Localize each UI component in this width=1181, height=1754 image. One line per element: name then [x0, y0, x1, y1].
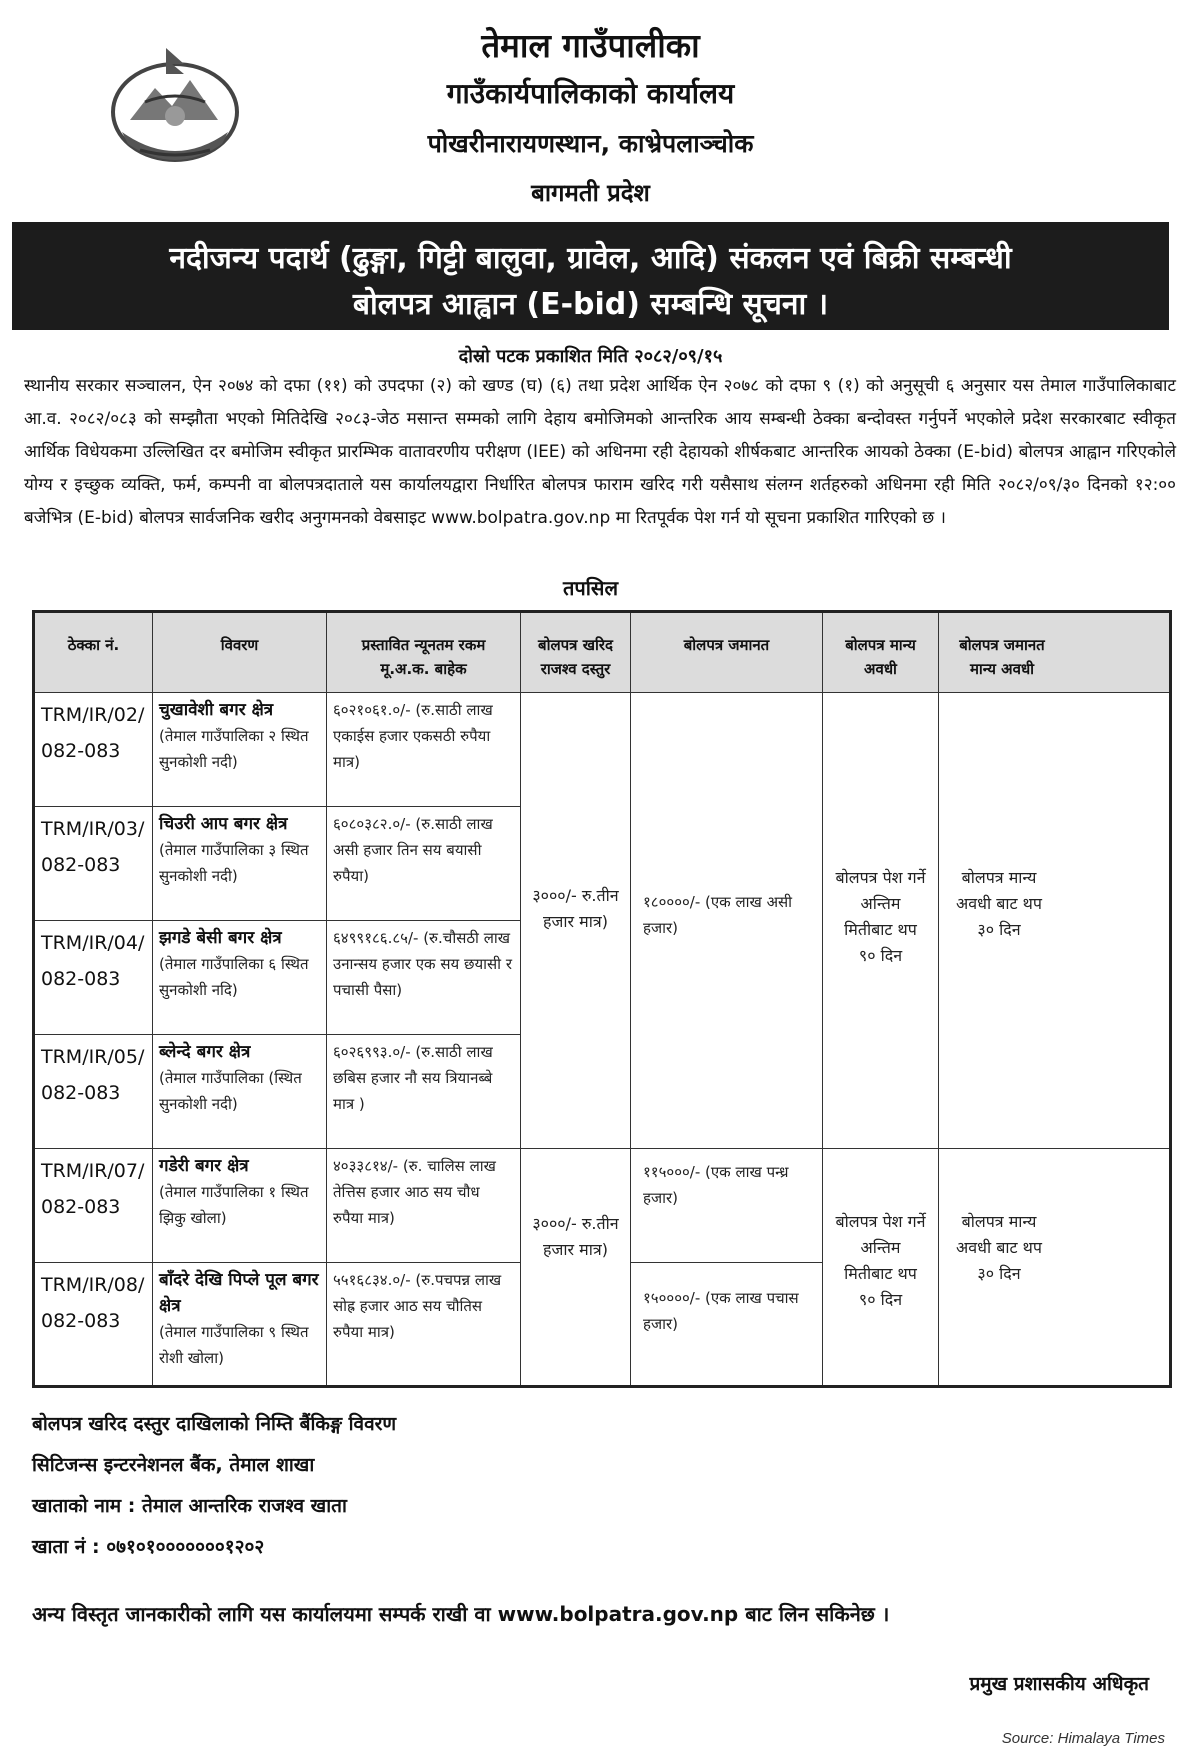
other-info: अन्य विस्तृत जानकारीको लागि यस कार्यालयमा सम्पर्क राखी वा www.bolpatra.gov.np बाट लिन सकिनेछ ।: [32, 1602, 890, 1626]
col-header-amount: प्रस्तावित न्यूनतम रकम मू.अ.क. बाहेक: [327, 613, 521, 693]
row-6-name: बाँदरे देखि पिप्ले पूल बगर क्षेत्र: [159, 1270, 319, 1316]
group-1-security: १८००००/- (एक लाख असी हजार): [631, 693, 823, 1149]
intro-paragraph: स्थानीय सरकार सञ्चालन, ऐन २०७४ को दफा (११) को उपदफा (२) को खण्ड (घ) (६) तथा प्रदेश आर्थिक ऐन २०७८ को दफा ९ (१) को अनुसूची ६ अनुसार यस तेमाल गाउँपालिकाबाट आ.व. २०८२/०८३ को सम्झौता भएको मितिदेखि २०८३-जेठ मसान्त सम्मको लागि देहाय बमोजिमको आन्तरिक आय सम्बन्धी ठेक्का बन्दोवस्त गर्नुपर्ने भएकोले प्रदेश सरकारबाट स्वीकृत आर्थिक विधेयकमा उल्लिखित दर बमोजिम स्वीकृत प्रारम्भिक वातावरणीय परीक्षण (IEE) को अधिनमा रही देहायको शीर्षकबाट आन्तरिक आयको ठेक्का (E-bid) बोलपत्र आह्वान गरिएकोले योग्य र इच्छुक व्यक्ति, फर्म, कम्पनी वा बोलपत्रदाताले यस कार्यालयद्वारा निर्धारित बोलपत्र फाराम खरिद गरी यसैसाथ संलग्न शर्तहरुको अधिनमा रही मिति २०८२/०९/३० दिनको १२:०० बजेभित्र (E-bid) बोलपत्र सार्वजनिक खरीद अनुगमनको वेबसाइट www.bolpatra.gov.np मा रितपूर्वक पेश गर्न यो सूचना प्रकाशित गारिएको छ ।: [24, 376, 1176, 528]
bank-details-title: बोलपत्र खरिद दस्तुर दाखिलाको निम्ति बैंकिङ्ग विवरण: [32, 1413, 397, 1435]
row-4-name: ब्लेन्दे बगर क्षेत्र: [159, 1042, 251, 1062]
group-2-security-validity: बोलपत्र मान्य अवधी बाट थप ३० दिन: [956, 1212, 1042, 1283]
office-name: तेमाल गाउँपालीका: [481, 26, 700, 65]
row-3-code: TRM/IR/04/ 082-083: [35, 921, 153, 1035]
notice-title-banner: [12, 222, 1169, 330]
row-1-location: (तेमाल गाउँपालिका २ स्थित सुनकोशी नदी): [159, 727, 309, 771]
row-6-location: (तेमाल गाउँपालिका ९ स्थित रोशी खोला): [159, 1323, 309, 1367]
row-1-description: [153, 693, 327, 807]
row-6-code: TRM/IR/08/ 082-083: [35, 1263, 153, 1385]
group-2-security-1: ११५०००/- (एक लाख पन्ध्र हजार): [631, 1149, 823, 1263]
col-header-security: बोलपत्र जमानत: [631, 613, 823, 693]
row-4-location: (तेमाल गाउँपालिका (स्थित सुनकोशी नदी): [159, 1069, 302, 1113]
group-1-fee: ३०००/- रु.तीन हजार मात्र): [521, 693, 631, 1149]
row-3-name: झगडे बेसी बगर क्षेत्र: [159, 928, 282, 948]
row-4-code: TRM/IR/05/ 082-083: [35, 1035, 153, 1149]
office-type: गाउँकार्यपालिकाको कार्यालय: [446, 77, 735, 110]
col-header-validity: बोलपत्र मान्य अवधी: [823, 613, 939, 693]
details-heading: तपसिल: [562, 576, 619, 600]
row-6-amount: ५५१६८३४.०/- (रु.पचपन्न लाख सोह्र हजार आठ सय चौतिस रुपैया मात्र): [327, 1263, 521, 1385]
group-2-validity: बोलपत्र पेश गर्ने अन्तिम मितीबाट थप ९० दिन: [823, 1149, 939, 1385]
row-5-name: गडेरी बगर क्षेत्र: [159, 1156, 249, 1176]
row-5-description: [153, 1149, 327, 1263]
bank-name: सिटिजन्स इन्टरनेशनल बैंक, तेमाल शाखा: [32, 1454, 315, 1476]
row-5-code: TRM/IR/07/ 082-083: [35, 1149, 153, 1263]
group-1-security-validity: बोलपत्र मान्य अवधी बाट थप ३० दिन: [939, 693, 1169, 1149]
row-1-name: चुखावेशी बगर क्षेत्र: [159, 700, 274, 720]
row-3-location: (तेमाल गाउँपालिका ६ स्थित सुनकोशी नदि): [159, 955, 309, 999]
row-5-amount: ४०३३८१४/- (रु. चालिस लाख तेत्तिस हजार आठ सय चौध रुपैया मात्र): [327, 1149, 521, 1263]
row-4-description: [153, 1035, 327, 1149]
row-2-location: (तेमाल गाउँपालिका ३ स्थित सुनकोशी नदी): [159, 841, 309, 885]
account-name: खाताको नाम : तेमाल आन्तरिक राजश्व खाता: [32, 1495, 347, 1517]
row-2-description: [153, 807, 327, 921]
notice-page: [12, 0, 1176, 1754]
banner-line-1: नदीजन्य पदार्थ (ढुङ्गा, गिट्टी बालुवा, ग्रावेल, आदि) संकलन एवं बिक्री सम्बन्धी: [169, 241, 1012, 276]
group-2-security-2: १५००००/- (एक लाख पचास हजार): [631, 1263, 823, 1385]
banner-line-2: बोलपत्र आह्वान (E-bid) सम्बन्धि सूचना ।: [352, 287, 829, 322]
col-header-fee: बोलपत्र खरिद राजश्व दस्तुर: [521, 613, 631, 693]
row-6-description: [153, 1263, 327, 1385]
row-4-amount: ६०२६९९३.०/- (रु.साठी लाख छबिस हजार नौ सय त्रियानब्बे मात्र ): [327, 1035, 521, 1149]
row-3-amount: ६४९९१८६.८५/- (रु.चौसठी लाख उनान्सय हजार एक सय छयासी र पचासी पैसा): [327, 921, 521, 1035]
col-header-code: ठेक्का नं.: [35, 613, 153, 693]
row-5-location: (तेमाल गाउँपालिका १ स्थित झिकु खोला): [159, 1183, 309, 1227]
account-number: खाता नं : ०७१०१०००००००१२०२: [32, 1536, 265, 1558]
row-2-amount: ६०८०३८२.०/- (रु.साठी लाख असी हजार तिन सय बयासी रुपैया): [327, 807, 521, 921]
row-1-code: TRM/IR/02/ 082-083: [35, 693, 153, 807]
province-name: बागमती प्रदेश: [531, 179, 650, 207]
source-credit: Source: Himalaya Times: [1001, 1730, 1165, 1747]
group-2-fee: ३०००/- रु.तीन हजार मात्र): [521, 1149, 631, 1385]
col-header-security-validity: बोलपत्र जमानत मान्य अवधी: [939, 613, 1169, 693]
group-1-validity: बोलपत्र पेश गर्ने अन्तिम मितीबाट थप ९० दिन: [823, 693, 939, 1149]
publish-date: दोस्रो पटक प्रकाशित मिति २०८२/०९/१५: [458, 346, 723, 367]
office-address: पोखरीनारायणस्थान, काभ्रेपलाञ्चोक: [427, 129, 754, 158]
row-3-description: [153, 921, 327, 1035]
officer-signature: प्रमुख प्रशासकीय अधिकृत: [969, 1673, 1149, 1695]
row-2-code: TRM/IR/03/ 082-083: [35, 807, 153, 921]
col-header-description: विवरण: [153, 613, 327, 693]
row-2-name: चिउरी आप बगर क्षेत्र: [159, 814, 288, 834]
row-1-amount: ६०२१०६१.०/- (रु.साठी लाख एकाईस हजार एकसठी रुपैया मात्र): [327, 693, 521, 807]
tender-table: [32, 610, 1172, 1388]
